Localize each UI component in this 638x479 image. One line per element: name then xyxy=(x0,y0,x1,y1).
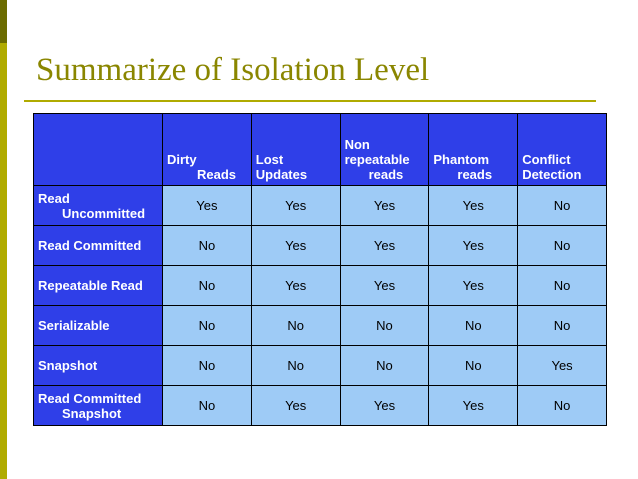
table-cell: No xyxy=(518,266,607,306)
row-header: Read Uncommitted xyxy=(34,186,163,226)
isolation-level-table xyxy=(33,113,607,426)
table-cell: No xyxy=(163,346,252,386)
table-cell: No xyxy=(251,346,340,386)
table-cell: Yes xyxy=(429,186,518,226)
table-cell: Yes xyxy=(340,386,429,426)
table-cell: Yes xyxy=(518,346,607,386)
table-cell: No xyxy=(518,306,607,346)
table-cell: No xyxy=(429,306,518,346)
table-cell: No xyxy=(340,346,429,386)
table-cell: No xyxy=(518,226,607,266)
table-cell: Yes xyxy=(340,266,429,306)
column-header-lost-updates: Lost Updates xyxy=(251,114,340,186)
table-row-snapshot xyxy=(34,346,607,386)
table-cell: Yes xyxy=(429,386,518,426)
table-row-repeatable-read xyxy=(34,266,607,306)
column-header-conflict-detection: Conflict Detection xyxy=(518,114,607,186)
slide-accent-bar xyxy=(0,43,7,479)
table-cell: Yes xyxy=(251,386,340,426)
slide-accent-bar-top xyxy=(0,0,7,43)
table-cell: No xyxy=(163,386,252,426)
row-header: Snapshot xyxy=(34,346,163,386)
table-cell: No xyxy=(429,346,518,386)
table-header-row xyxy=(34,114,607,186)
table-cell: Yes xyxy=(251,266,340,306)
table-row-read-uncommitted xyxy=(34,186,607,226)
row-header: Repeatable Read xyxy=(34,266,163,306)
table-cell: No xyxy=(518,386,607,426)
title-underline xyxy=(24,100,596,102)
table-row-read-committed xyxy=(34,226,607,266)
table-cell: Yes xyxy=(251,226,340,266)
table-cell: Yes xyxy=(340,186,429,226)
table-cell: No xyxy=(340,306,429,346)
row-header: Read Committed xyxy=(34,226,163,266)
corner-header-cell xyxy=(34,114,163,186)
row-header: Read Committed Snapshot xyxy=(34,386,163,426)
table-cell: Yes xyxy=(163,186,252,226)
table-cell: Yes xyxy=(429,266,518,306)
column-header-dirty-reads: Dirty Reads xyxy=(163,114,252,186)
table-row-read-committed-snapshot xyxy=(34,386,607,426)
table-cell: Yes xyxy=(429,226,518,266)
column-header-non-repeatable-reads: Non repeatable reads xyxy=(340,114,429,186)
table-cell: Yes xyxy=(251,186,340,226)
table-cell: No xyxy=(163,226,252,266)
slide-title: Summarize of Isolation Level xyxy=(36,52,430,88)
table-row-serializable xyxy=(34,306,607,346)
table-cell: No xyxy=(518,186,607,226)
table-cell: No xyxy=(163,266,252,306)
column-header-phantom-reads: Phantom reads xyxy=(429,114,518,186)
row-header: Serializable xyxy=(34,306,163,346)
table-cell: No xyxy=(251,306,340,346)
table-cell: Yes xyxy=(340,226,429,266)
table-cell: No xyxy=(163,306,252,346)
